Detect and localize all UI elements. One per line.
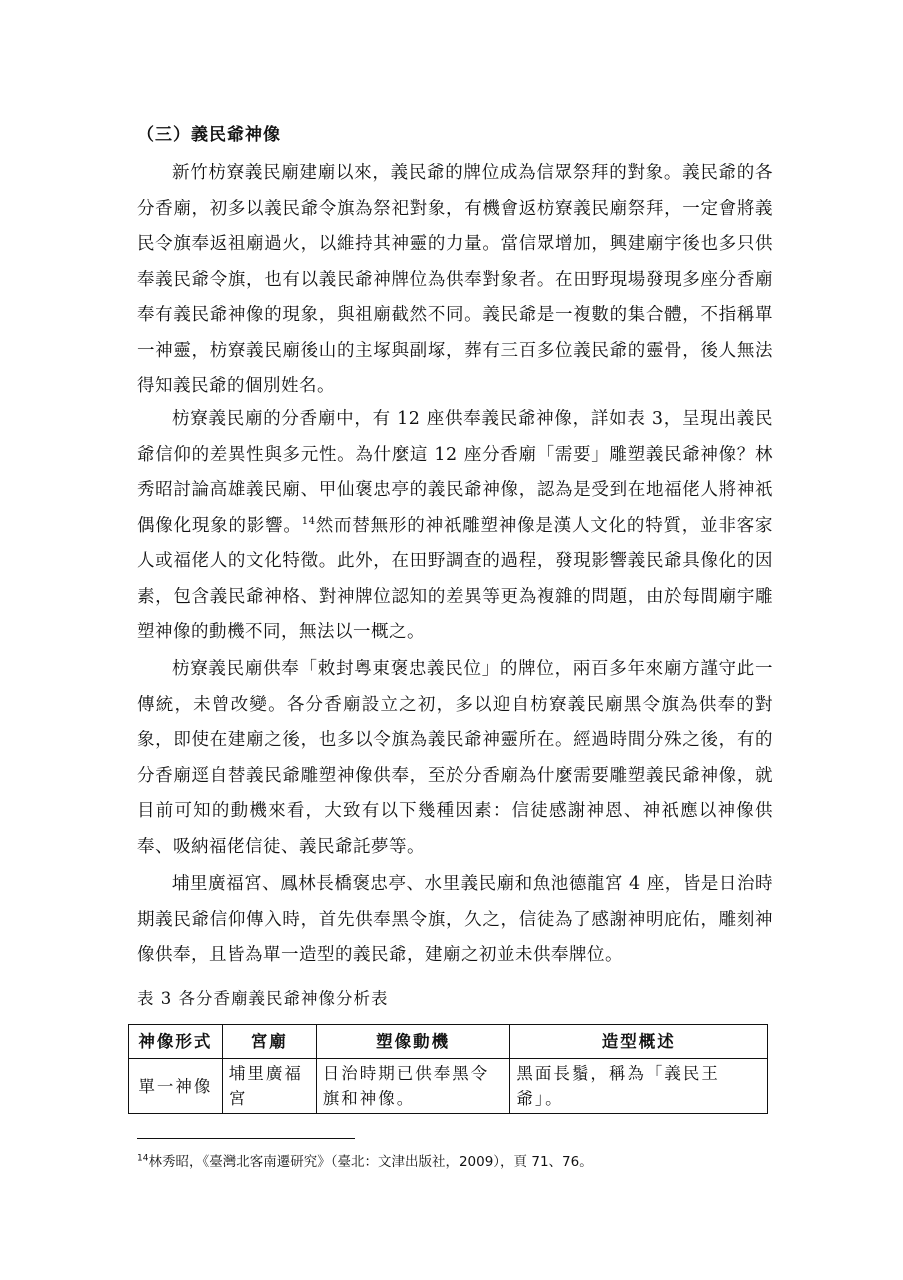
paragraph-3: 枋寮義民廟供奉「敕封粵東褒忠義民位」的牌位，兩百多年來廟方謹守此一傳統，未曾改變。各分香廟設立之初，多以迎自枋寮義民廟黑令旗為供奉的對象，即使在建廟之後，也多以令旗為義民爺神靈所在。經過時間分殊之後，有的分香廟逕自替義民爺雕塑神像供奉，至於分香廟為什麼需要雕塑義民爺神像，就目前可知的動機來看，大致有以下幾種因素：信徒感謝神恩、神祇應以神像供奉、吸納福佬信徒、義民爺託夢等。 [137, 659, 773, 857]
footnote-text: 林秀昭，《臺灣北客南遷研究》（臺北：文津出版社，2009），頁 71、76。 [148, 1154, 593, 1170]
table-row [129, 1059, 768, 1114]
paragraph-2-text-a: 枋寮義民廟的分香廟中，有 12 座供奉義民爺神像，詳如表 3，呈現出義民爺信仰的差異性與多元性。為什麼這 12 座分香廟「需要」雕塑義民爺神像？林秀昭討論高雄義民廟、甲仙褒忠亭的義民爺神像，認為是受到在地福佬人將神祇偶像化現象的影響。 [137, 409, 773, 536]
header-motive: 塑像動機 [316, 1025, 510, 1059]
footnote-divider [137, 1138, 355, 1139]
section-heading: （三）義民爺神像 [137, 125, 281, 145]
footnote-number: 14 [137, 1153, 149, 1164]
cell-motive: 日治時期已供奉黑令旗和神像。 [316, 1059, 510, 1114]
paragraph-2 [137, 402, 773, 651]
cell-form: 單一神像 [129, 1059, 223, 1114]
paragraph-1: 新竹枋寮義民廟建廟以來，義民爺的牌位成為信眾祭拜的對象。義民爺的各分香廟，初多以義民爺令旗為祭祀對象，有機會返枋寮義民廟祭拜，一定會將義民令旗奉返祖廟過火，以維持其神靈的力量。當信眾增加，興建廟宇後也多只供奉義民爺令旗，也有以義民爺神牌位為供奉對象者。在田野現場發現多座分香廟奉有義民爺神像的現象，與祖廟截然不同。義民爺是一複數的集合體，不指稱單一神靈，枋寮義民廟後山的主塚與副塚，葬有三百多位義民爺的靈骨，後人無法得知義民爺的個別姓名。 [137, 163, 773, 396]
cell-temple: 埔里廣福宮 [222, 1059, 316, 1114]
header-description: 造型概述 [510, 1025, 768, 1059]
header-form: 神像形式 [129, 1025, 223, 1059]
footnote-ref-14: 14 [301, 515, 316, 527]
paragraph-2-text-b: 然而替無形的神祇雕塑神像是漢人文化的特質，並非客家人或福佬人的文化特徵。此外，在田野調查的過程，發現影響義民爺具像化的因素，包含義民爺神格、對神牌位認知的差異等更為複雜的問題，由於每間廟宇雕塑神像的動機不同，無法以一概之。 [137, 515, 773, 642]
paragraph-4: 埔里廣福宮、鳳林長橋褒忠亭、水里義民廟和魚池德龍宮 4 座，皆是日治時期義民爺信仰傳入時，首先供奉黑令旗，久之，信徒為了感謝神明庇佑，雕刻神像供奉，且皆為單一造型的義民爺，建廟之初並未供奉牌位。 [137, 874, 773, 965]
analysis-table [128, 1024, 768, 1114]
footnote [137, 1150, 593, 1170]
table-caption: 表 3 各分香廟義民爺神像分析表 [137, 989, 389, 1008]
table-header-row [129, 1025, 768, 1059]
cell-description: 黑面長鬚，稱為「義民王爺」。 [510, 1059, 768, 1114]
header-temple: 宮廟 [222, 1025, 316, 1059]
